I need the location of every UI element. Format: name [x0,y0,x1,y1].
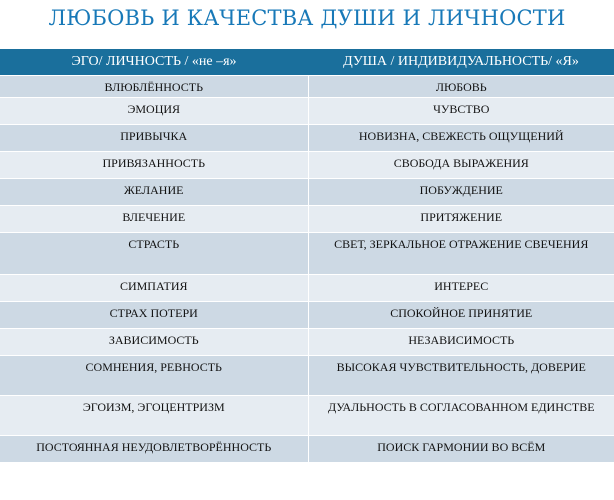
ego-cell: ЭМОЦИЯ [0,98,308,125]
ego-cell: СТРАСТЬ [0,233,308,275]
ego-cell: ПРИВЯЗАННОСТЬ [0,152,308,179]
ego-cell: СТРАХ ПОТЕРИ [0,302,308,329]
soul-cell: ДУАЛЬНОСТЬ В СОГЛАСОВАННОМ ЕДИНСТВЕ [308,396,614,436]
page-title: ЛЮБОВЬ И КАЧЕСТВА ДУШИ И ЛИЧНОСТИ [48,6,566,30]
ego-cell: ЗАВИСИМОСТЬ [0,329,308,356]
table-row [0,233,614,275]
header-soul: ДУША / ИНДИВИДУАЛЬНОСТЬ/ «Я» [308,49,614,76]
header-ego: ЭГО/ ЛИЧНОСТЬ / «не –я» [0,49,308,76]
soul-cell: НОВИЗНА, СВЕЖЕСТЬ ОЩУЩЕНИЙ [308,125,614,152]
ego-cell: ВЛЮБЛЁННОСТЬ [0,76,308,98]
ego-cell: ЭГОИЗМ, ЭГОЦЕНТРИЗМ [0,396,308,436]
table-row [0,396,614,436]
soul-cell: СПОКОЙНОЕ ПРИНЯТИЕ [308,302,614,329]
ego-cell: ПОСТОЯННАЯ НЕУДОВЛЕТВОРЁННОСТЬ [0,436,308,462]
soul-cell: ПОБУЖДЕНИЕ [308,179,614,206]
table-row [0,329,614,356]
soul-cell: НЕЗАВИСИМОСТЬ [308,329,614,356]
soul-cell: ЛЮБОВЬ [308,76,614,98]
soul-cell: СВОБОДА ВЫРАЖЕНИЯ [308,152,614,179]
table-header-row [0,49,614,76]
soul-cell: ИНТЕРЕС [308,275,614,302]
table-row [0,179,614,206]
ego-cell: СИМПАТИЯ [0,275,308,302]
table-row [0,302,614,329]
ego-cell: СОМНЕНИЯ, РЕВНОСТЬ [0,356,308,396]
soul-cell: ЧУВСТВО [308,98,614,125]
table-row [0,152,614,179]
table-row [0,76,614,98]
table-row [0,125,614,152]
soul-cell: ВЫСОКАЯ ЧУВСТВИТЕЛЬНОСТЬ, ДОВЕРИЕ [308,356,614,396]
table-row [0,436,614,462]
table-row [0,275,614,302]
soul-cell: ПРИТЯЖЕНИЕ [308,206,614,233]
soul-cell: СВЕТ, ЗЕРКАЛЬНОЕ ОТРАЖЕНИЕ СВЕЧЕНИЯ [308,233,614,275]
soul-cell: ПОИСК ГАРМОНИИ ВО ВСЁМ [308,436,614,462]
table-row [0,356,614,396]
ego-cell: ЖЕЛАНИЕ [0,179,308,206]
ego-cell: ПРИВЫЧКА [0,125,308,152]
ego-cell: ВЛЕЧЕНИЕ [0,206,308,233]
comparison-table [0,49,614,462]
table-row [0,206,614,233]
table-row [0,98,614,125]
